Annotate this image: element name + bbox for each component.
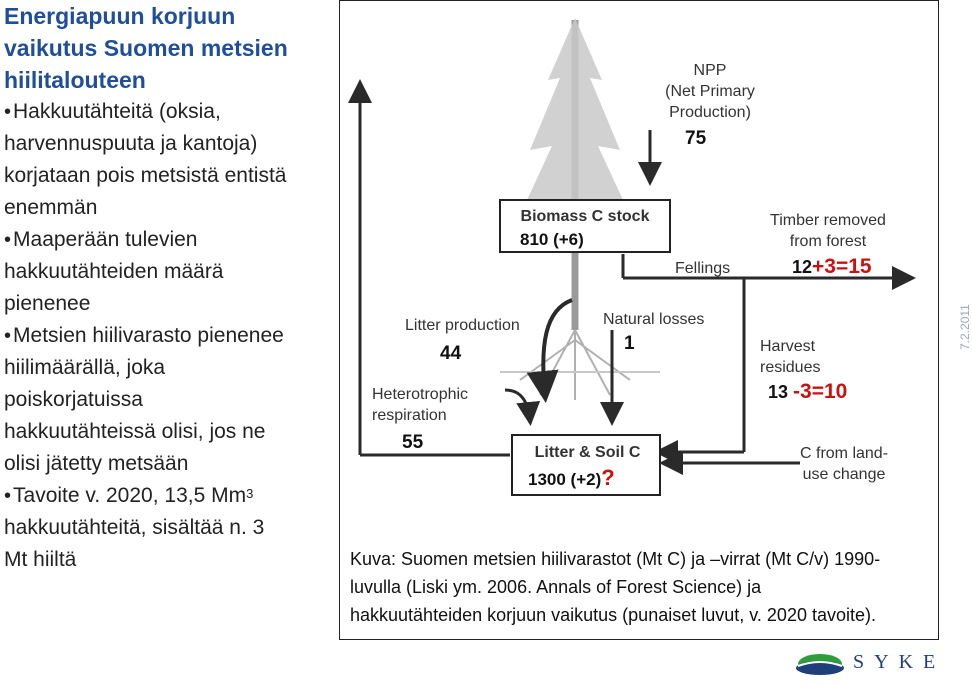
bullet-1: •Hakkuutähteitä (oksia, harvennuspuuta ja kantoja) korjataan pois metsistä entistä enemmän	[4, 100, 287, 219]
bullet-dot-icon: •	[4, 325, 12, 347]
harvest-change: -3=10	[793, 380, 848, 403]
bullet-dot-icon: •	[4, 101, 12, 123]
syke-logo-text: SYKE	[853, 651, 946, 673]
hetero-value: 55	[402, 432, 424, 453]
bullet-dot-icon: •	[4, 229, 12, 251]
fellings-label: Fellings	[675, 260, 731, 277]
biomass-label: Biomass C stock	[520, 208, 650, 225]
bullet-dot-icon: •	[4, 485, 12, 507]
soil-value: 1300 (+2)?	[528, 465, 615, 490]
litter-value: 44	[440, 343, 462, 364]
slide-date: 7.2.2011	[958, 304, 972, 350]
timber-value: 12+3=15	[792, 255, 872, 278]
timber-label: Timber removed from forest	[770, 212, 886, 250]
landuse-label: C from land- use change	[800, 445, 889, 483]
natural-value: 1	[624, 333, 635, 354]
hetero-label: Heterotrophic respiration	[372, 386, 469, 424]
natural-losses-label: Natural losses	[603, 311, 705, 328]
slide-title: Energiapuun korjuun vaikutus Suomen metsien hiilitalouteen	[4, 3, 288, 93]
harvest-value: 13 -3=10	[768, 380, 848, 403]
harvest-label: Harvest residues	[760, 338, 821, 376]
litter-production-label: Litter production	[405, 317, 520, 334]
npp-label: NPP (Net Primary Production)	[665, 62, 755, 121]
npp-value: 75	[685, 128, 707, 149]
bullet-2: •Maaperään tulevien hakkuutähteiden määrä pienenee	[4, 228, 224, 315]
timber-change: +3=15	[812, 255, 872, 278]
question-mark: ?	[601, 465, 615, 490]
figure-caption: Kuva: Suomen metsien hiilivarastot (Mt C) ja –virrat (Mt C/v) 1990- luvulla (Liski ym. 2006. Annals of Forest Science) ja hakkuutähteiden korjuun vaikutus (punaiset luvut, v. 2020 tavoite).	[350, 549, 881, 625]
bullet-3: •Metsien hiilivarasto pienenee hiilimäärällä, joka poiskorjatuissa hakkuutähteissä olisi, jos ne olisi jätetty metsään	[4, 324, 284, 475]
bullet-4: •Tavoite v. 2020, 13,5 Mm$^3$ hakkuutähteitä, sisältää n. 3 Mt hiiltä	[4, 484, 265, 571]
biomass-value: 810 (+6)	[520, 230, 584, 249]
soil-label: Litter & Soil C	[534, 444, 641, 461]
